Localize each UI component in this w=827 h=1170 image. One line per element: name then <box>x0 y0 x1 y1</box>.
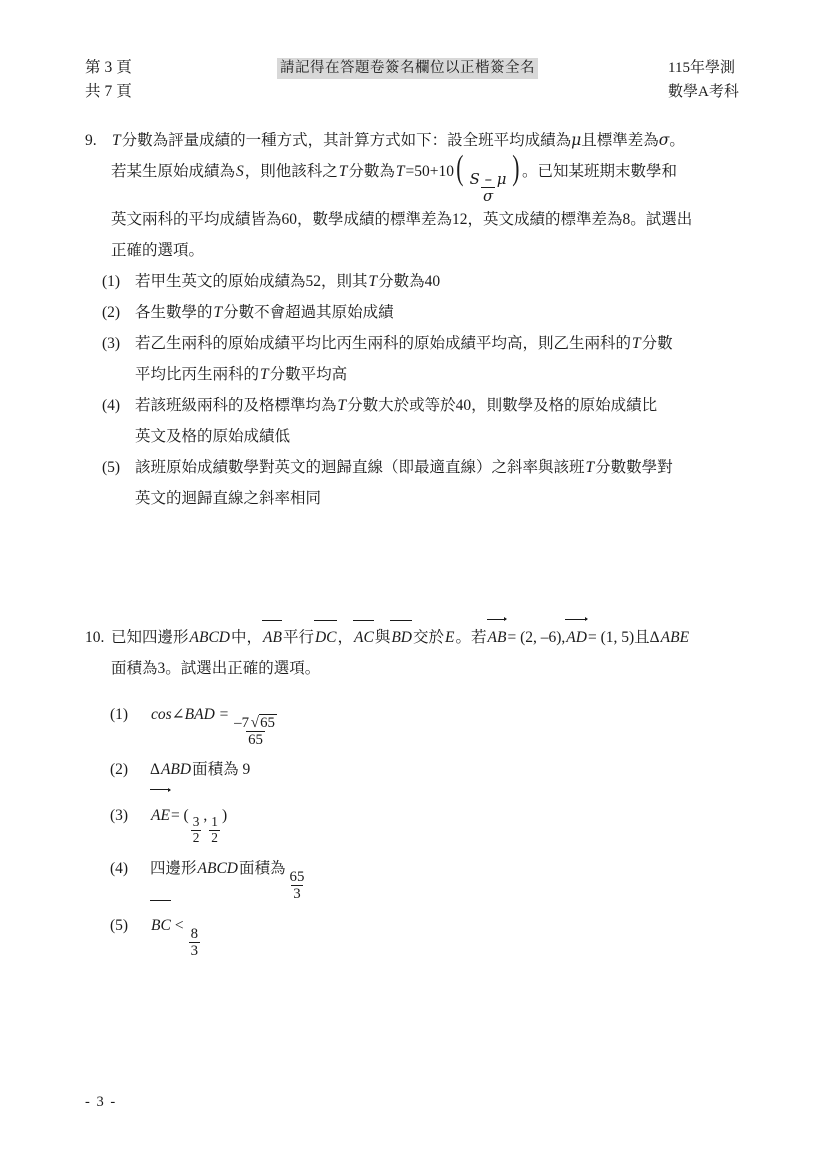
signature-notice-banner: 請記得在答題卷簽名欄位以正楷簽全名 <box>277 58 538 79</box>
q9-stem-line-1: T分數為評量成績的一種方式，其計算方式如下：設全班平均成績為μ且標準差為σ。 <box>112 131 685 149</box>
t-score-denominator: σ <box>482 186 494 205</box>
exam-subject: 數學A考科 <box>668 84 739 100</box>
q9-option-5-label: (5) <box>102 458 121 476</box>
vector-ad: AD <box>565 622 588 653</box>
ae-x-fraction: $\frac{3}{2}$ <box>192 814 200 845</box>
t-score-fraction <box>466 171 511 204</box>
q10-option-4-label: (4) <box>110 860 129 878</box>
page-label-prefix: 第 <box>85 59 101 76</box>
exam-info-block <box>668 56 739 104</box>
question-9-stem-text <box>111 125 745 266</box>
q10-option-4[interactable] <box>85 845 755 902</box>
segment-ab: AB <box>262 622 283 653</box>
segment-dc: DC <box>314 622 338 653</box>
abcd-area-fraction: $\frac{65}{3}$ <box>289 868 305 902</box>
total-label-suffix: 頁 <box>116 83 132 100</box>
page-header <box>0 56 827 110</box>
current-page-line <box>85 56 132 80</box>
vector-ab: AB <box>487 622 508 653</box>
q10-option-1-text <box>150 692 755 748</box>
q10-stem-line-1: 已知四邊形ABCD中，AB平行DC，AC與BD交於E。若AB= (2, –6),AD= (1, 5)且ΔABE <box>111 622 755 653</box>
cos-bad-denominator: 65 <box>248 732 263 749</box>
question-10-stem-text <box>111 622 755 684</box>
q10-option-5[interactable] <box>85 902 755 959</box>
cos-bad-expression: cos∠BAD = <box>151 706 230 723</box>
question-9 <box>85 125 745 514</box>
q9-option-5-text: 該班原始成績數學對英文的迴歸直線（即最適直線）之斜率與該班T分數數學對 英文的迴歸直線之斜率相同 <box>135 458 673 507</box>
segment-bd: BD <box>390 622 413 653</box>
q9-option-4-text: 若該班級兩科的及格標準均為T分數大於或等於40，則數學及格的原始成績比 英文及格的原始成績低 <box>135 396 658 445</box>
q10-option-5-label: (5) <box>110 916 129 934</box>
question-10-number: 10. <box>85 629 105 646</box>
q9-option-2-label: (2) <box>102 303 121 321</box>
total-label-prefix: 共 <box>85 83 101 100</box>
t-score-formula-lhs: T <box>395 163 405 180</box>
ae-y-fraction: $\frac{1}{2}$ <box>211 814 218 845</box>
q10-option-4-text: 四邊形ABCD面積為 $\frac{65}{3}$ <box>150 845 755 902</box>
q9-stem-line-2: 若某生原始成績為S，則他該科之T分數為T=50+10( $\frac{S - \mu}{\sigma}$ ) 。已知某班期末數學和 <box>111 148 678 205</box>
q9-option-3[interactable] <box>85 328 745 390</box>
q9-option-4-label: (4) <box>102 396 121 414</box>
question-10 <box>85 622 755 959</box>
t-score-const: 50 <box>414 163 430 180</box>
page-label-suffix: 頁 <box>116 59 132 76</box>
q9-option-4[interactable] <box>85 390 745 452</box>
question-9-options <box>85 266 745 514</box>
q9-stem-line-3: 英文兩科的平均成績皆為60，數學成績的標準差為12，英文成績的標準差為8。試選出 <box>111 210 693 228</box>
exam-year: 115年學測 <box>668 60 735 76</box>
q9-option-5[interactable] <box>85 452 745 514</box>
t-score-coef: 10 <box>438 163 455 180</box>
q10-option-3[interactable] <box>85 792 755 845</box>
q9-option-3-text: 若乙生兩科的原始成績平均比丙生兩科的原始成績平均高，則乙生兩科的T分數 平均比丙生兩科的T分數平均高 <box>135 334 673 383</box>
vector-ae: AE <box>150 792 171 840</box>
question-10-options <box>85 692 755 959</box>
question-9-number: 9. <box>85 132 97 149</box>
cos-bad-fraction <box>230 714 281 748</box>
q10-stem-line-2: 面積為3。試選出正確的選項。 <box>111 660 321 677</box>
q10-option-3-text: AE= ( $\frac{3}{2}$ , $\frac{1}{2}$ ) <box>150 792 755 845</box>
q9-option-1-text: 若甲生英文的原始成績為52，則其T分數為40 <box>135 272 441 290</box>
q10-option-1-label: (1) <box>110 706 129 723</box>
q10-option-3-label: (3) <box>110 807 129 825</box>
total-pages: 7 <box>104 83 113 100</box>
q9-option-3-label: (3) <box>102 334 121 352</box>
q10-option-2-label: (2) <box>110 761 129 779</box>
q10-option-1[interactable] <box>85 692 755 748</box>
q10-option-2-text: ΔABD面積為 9 <box>150 761 251 779</box>
q9-option-2[interactable] <box>85 297 745 328</box>
page-count-block <box>85 56 132 104</box>
t-score-numerator: S – μ <box>469 169 507 188</box>
q9-stem-line-4: 正確的選項。 <box>111 241 205 259</box>
q10-option-2[interactable] <box>85 748 755 792</box>
t-score-formula-eq: = <box>405 163 415 180</box>
bc-bound-fraction: $\frac{8}{3}$ <box>190 925 198 959</box>
segment-ac: AC <box>353 622 375 653</box>
q10-option-5-text: BC < $\frac{8}{3}$ <box>150 902 755 959</box>
page-number: 3 <box>104 59 113 76</box>
segment-bc: BC <box>150 902 172 950</box>
cos-bad-numerator: –7 √65 <box>234 713 275 731</box>
page-footer: - 3 - <box>85 1094 117 1110</box>
q9-option-1-label: (1) <box>102 272 121 290</box>
q9-option-2-text: 各生數學的T分數不會超過其原始成績 <box>135 303 394 321</box>
question-10-stem <box>85 622 755 684</box>
q9-option-1[interactable] <box>85 266 745 297</box>
question-9-stem <box>85 125 745 266</box>
total-page-line <box>85 80 132 104</box>
